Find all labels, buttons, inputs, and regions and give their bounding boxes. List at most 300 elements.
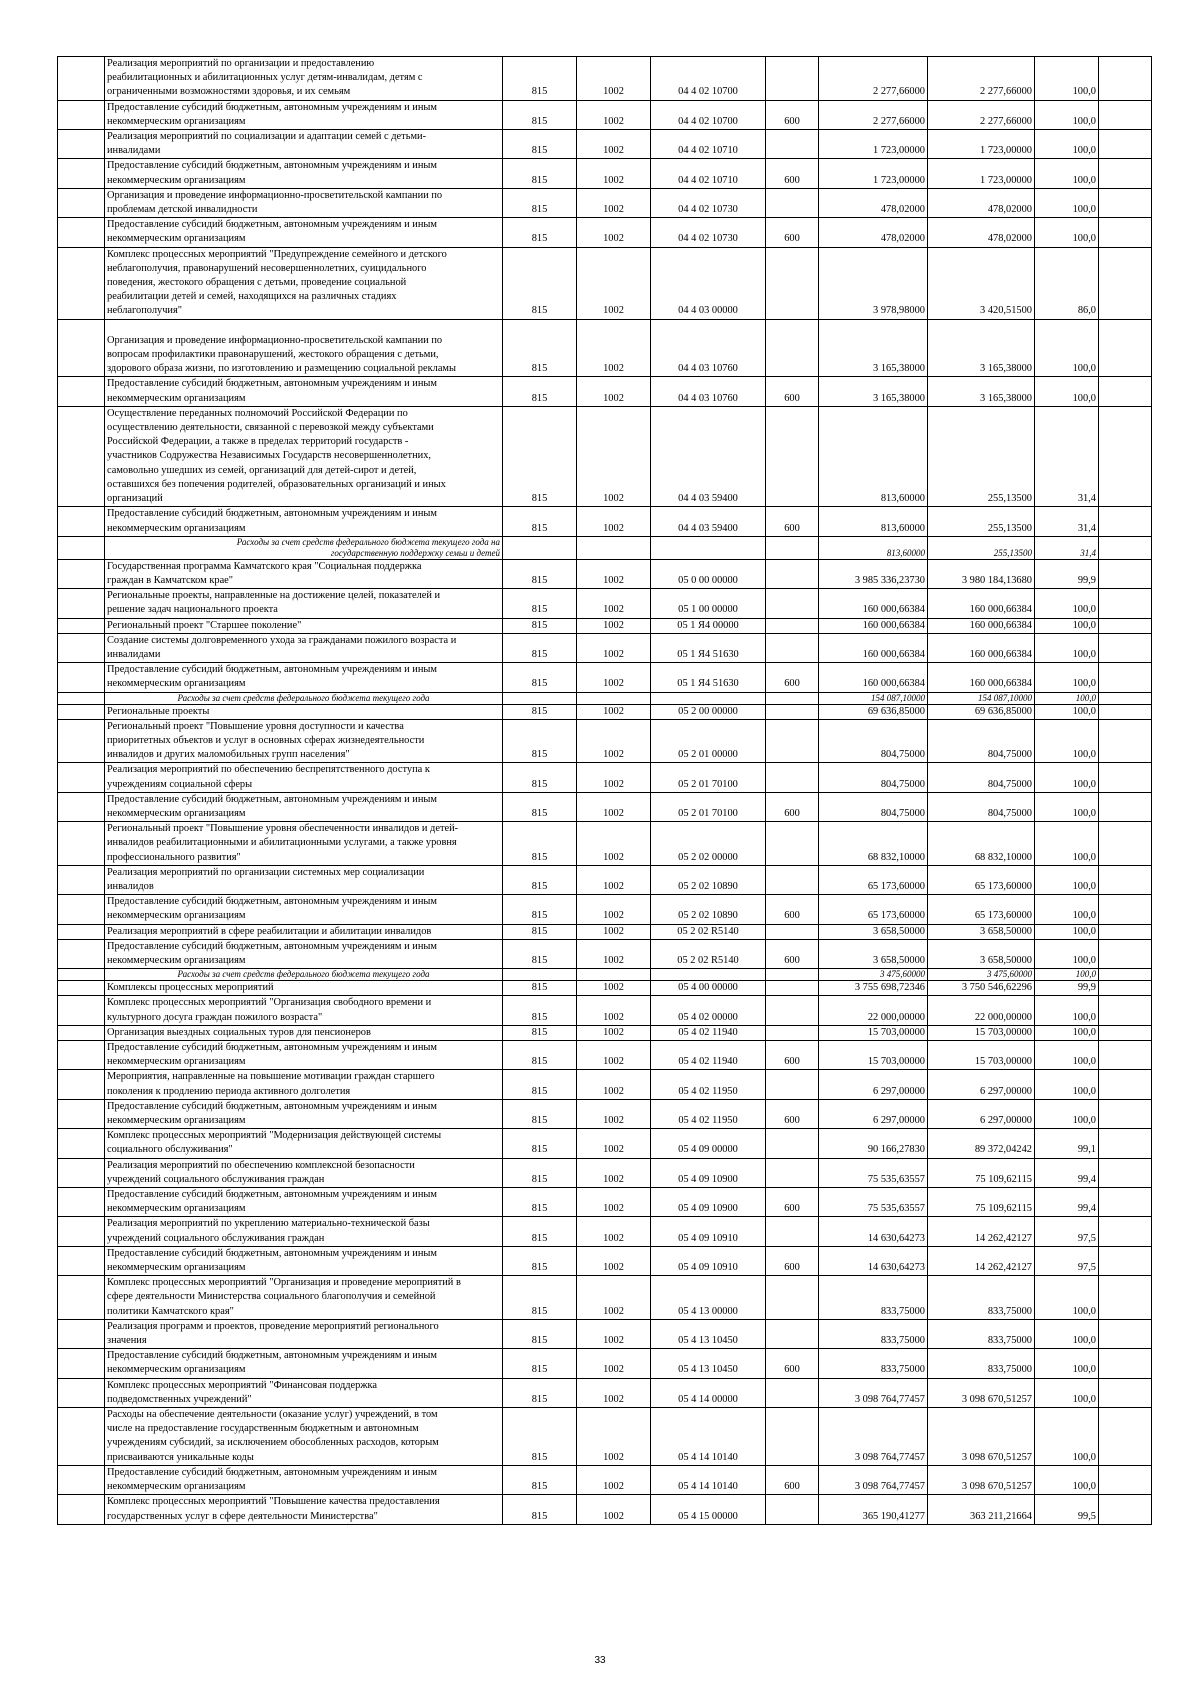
- item-name-line: Реализация мероприятий по обеспечению беспрепятственного доступа к: [107, 764, 430, 776]
- table-row: [58, 633, 1152, 662]
- admin-code-cell: 815: [503, 981, 577, 996]
- planned-amount-cell: 813,60000: [819, 536, 928, 559]
- blank-cell: [1099, 218, 1152, 247]
- item-name-line: некоммерческим организациям: [107, 1115, 246, 1127]
- planned-amount-cell: 160 000,66384: [819, 589, 928, 618]
- expense-type-cell: [766, 1158, 819, 1187]
- target-article-cell: 05 4 14 10140: [651, 1465, 766, 1494]
- execution-percent-cell: 100,0: [1035, 704, 1099, 719]
- target-article-cell: 05 4 09 10900: [651, 1158, 766, 1187]
- execution-percent-cell: 86,0: [1035, 247, 1099, 319]
- expense-type-cell: 600: [766, 939, 819, 968]
- item-name-line: Комплекс процессных мероприятий "Повышение качества предоставления: [107, 1496, 440, 1508]
- section-code-cell: 1002: [577, 406, 651, 506]
- executed-amount-cell: 1 723,00000: [928, 159, 1035, 188]
- blank-cell: [1099, 996, 1152, 1025]
- table-row: [58, 1099, 1152, 1128]
- executed-amount-cell: 160 000,66384: [928, 663, 1035, 692]
- executed-amount-cell: 6 297,00000: [928, 1099, 1035, 1128]
- section-code-cell: 1002: [577, 663, 651, 692]
- item-name-line: Комплекс процессных мероприятий "Организация свободного времени и: [107, 997, 432, 1009]
- blank-cell: [1099, 319, 1152, 377]
- section-code-cell: 1002: [577, 100, 651, 129]
- section-code-cell: 1002: [577, 633, 651, 662]
- executed-amount-cell: 3 475,60000: [928, 969, 1035, 981]
- planned-amount-cell: 65 173,60000: [819, 865, 928, 894]
- section-code-cell: 1002: [577, 924, 651, 939]
- target-article-cell: 05 2 02 10890: [651, 895, 766, 924]
- table-row: [58, 130, 1152, 159]
- execution-percent-cell: 99,9: [1035, 981, 1099, 996]
- expense-type-cell: [766, 996, 819, 1025]
- target-article-cell: 05 2 02 R5140: [651, 939, 766, 968]
- blank-cell: [58, 159, 105, 188]
- planned-amount-cell: 3 658,50000: [819, 939, 928, 968]
- item-name-line: Расходы за счет средств федерального бюджета текущего года: [177, 969, 430, 980]
- item-name-line: Российской Федерации, а также в пределах территорий государств -: [107, 436, 409, 448]
- execution-percent-cell: 100,0: [1035, 692, 1099, 704]
- blank-cell: [1099, 159, 1152, 188]
- blank-cell: [1099, 1319, 1152, 1348]
- target-article-cell: 05 4 00 00000: [651, 981, 766, 996]
- planned-amount-cell: 75 535,63557: [819, 1158, 928, 1187]
- item-name-cell: [105, 1041, 503, 1070]
- target-article-cell: 05 4 13 10450: [651, 1319, 766, 1348]
- item-name-line: Предоставление субсидий бюджетным, автономным учреждениям и иным: [107, 1042, 437, 1053]
- item-name-line: некоммерческим организациям: [107, 910, 246, 922]
- execution-percent-cell: 100,0: [1035, 763, 1099, 792]
- expense-type-cell: [766, 1319, 819, 1348]
- blank-cell: [58, 1070, 105, 1099]
- blank-cell: [1099, 924, 1152, 939]
- item-name-line: Осуществление переданных полномочий Российской Федерации по: [107, 407, 408, 419]
- executed-amount-cell: 3 420,51500: [928, 247, 1035, 319]
- item-name-line: Организация выездных социальных туров для пенсионеров: [107, 1026, 371, 1038]
- table-row: [58, 1041, 1152, 1070]
- item-name-line: государственную поддержку семьи и детей: [330, 547, 500, 558]
- table-row: [58, 1495, 1152, 1524]
- execution-percent-cell: 100,0: [1035, 589, 1099, 618]
- section-code-cell: [577, 536, 651, 559]
- blank-cell: [58, 692, 105, 704]
- admin-code-cell: 815: [503, 939, 577, 968]
- target-article-cell: 04 4 02 10710: [651, 159, 766, 188]
- admin-code-cell: 815: [503, 247, 577, 319]
- planned-amount-cell: 65 173,60000: [819, 895, 928, 924]
- blank-cell: [1099, 100, 1152, 129]
- target-article-cell: 04 4 03 10760: [651, 377, 766, 406]
- blank-cell: [1099, 895, 1152, 924]
- target-article-cell: 05 2 01 70100: [651, 763, 766, 792]
- item-name-line: Предоставление субсидий бюджетным, автономным учреждениям и иным: [107, 1466, 437, 1478]
- section-code-cell: 1002: [577, 507, 651, 536]
- admin-code-cell: 815: [503, 1495, 577, 1524]
- target-article-cell: [651, 692, 766, 704]
- execution-percent-cell: 100,0: [1035, 792, 1099, 821]
- section-code-cell: 1002: [577, 589, 651, 618]
- table-row: [58, 218, 1152, 247]
- execution-percent-cell: 100,0: [1035, 1099, 1099, 1128]
- executed-amount-cell: 160 000,66384: [928, 589, 1035, 618]
- item-name-line: [107, 320, 500, 334]
- executed-amount-cell: 804,75000: [928, 763, 1035, 792]
- blank-cell: [58, 559, 105, 588]
- expense-type-cell: [766, 704, 819, 719]
- admin-code-cell: 815: [503, 589, 577, 618]
- item-name-line: Предоставление субсидий бюджетным, автономным учреждениям и иным: [107, 1100, 437, 1112]
- target-article-cell: 05 4 13 00000: [651, 1276, 766, 1320]
- admin-code-cell: 815: [503, 663, 577, 692]
- admin-code-cell: [503, 969, 577, 981]
- execution-percent-cell: 100,0: [1035, 663, 1099, 692]
- execution-percent-cell: 100,0: [1035, 633, 1099, 662]
- target-article-cell: 05 4 13 10450: [651, 1349, 766, 1378]
- item-name-line: Реализация мероприятий по социализации и адаптации семей с детьми-: [107, 131, 427, 143]
- item-name-line: поколения к продлению периода активного долголетия: [107, 1085, 351, 1097]
- section-code-cell: 1002: [577, 865, 651, 894]
- item-name-line: некоммерческим организациям: [107, 1364, 246, 1376]
- execution-percent-cell: 100,0: [1035, 618, 1099, 633]
- table-row: [58, 159, 1152, 188]
- item-name-cell: [105, 692, 503, 704]
- item-name-line: Реализация мероприятий по организации системных мер социализации: [107, 866, 425, 878]
- item-name-line: Региональный проект "Старшее поколение": [107, 619, 302, 631]
- blank-cell: [1099, 1217, 1152, 1246]
- table-row: [58, 924, 1152, 939]
- item-name-cell: [105, 1246, 503, 1275]
- section-code-cell: [577, 969, 651, 981]
- item-name-line: учреждениям субсидий, за исключением обособленных расходов, которым: [107, 1437, 439, 1449]
- executed-amount-cell: 3 750 546,62296: [928, 981, 1035, 996]
- planned-amount-cell: 22 000,00000: [819, 996, 928, 1025]
- blank-cell: [58, 704, 105, 719]
- execution-percent-cell: 100,0: [1035, 188, 1099, 217]
- execution-percent-cell: 99,4: [1035, 1188, 1099, 1217]
- expense-type-cell: 600: [766, 1041, 819, 1070]
- expense-type-cell: 600: [766, 218, 819, 247]
- blank-cell: [58, 1129, 105, 1158]
- item-name-cell: [105, 1025, 503, 1040]
- table-row: [58, 618, 1152, 633]
- blank-cell: [58, 536, 105, 559]
- item-name-line: проблемам детской инвалидности: [107, 204, 258, 216]
- section-code-cell: 1002: [577, 895, 651, 924]
- target-article-cell: 05 4 14 10140: [651, 1408, 766, 1466]
- blank-cell: [1099, 663, 1152, 692]
- executed-amount-cell: 1 723,00000: [928, 130, 1035, 159]
- expense-type-cell: [766, 865, 819, 894]
- expense-type-cell: 600: [766, 663, 819, 692]
- execution-percent-cell: 100,0: [1035, 57, 1099, 101]
- item-name-line: Комплексы процессных мероприятий: [107, 982, 274, 994]
- item-name-line: Региональный проект "Повышение уровня доступности и качества: [107, 720, 404, 732]
- planned-amount-cell: 3 658,50000: [819, 924, 928, 939]
- blank-cell: [58, 1465, 105, 1494]
- section-code-cell: 1002: [577, 1025, 651, 1040]
- item-name-line: культурного досуга граждан пожилого возраста": [107, 1011, 323, 1023]
- planned-amount-cell: 68 832,10000: [819, 822, 928, 866]
- table-row: [58, 865, 1152, 894]
- execution-percent-cell: 100,0: [1035, 1025, 1099, 1040]
- section-code-cell: 1002: [577, 704, 651, 719]
- admin-code-cell: 815: [503, 559, 577, 588]
- planned-amount-cell: 813,60000: [819, 507, 928, 536]
- blank-cell: [1099, 618, 1152, 633]
- expense-type-cell: 600: [766, 1246, 819, 1275]
- item-name-cell: [105, 1070, 503, 1099]
- planned-amount-cell: 833,75000: [819, 1349, 928, 1378]
- table-row: [58, 57, 1152, 101]
- table-row: [58, 1349, 1152, 1378]
- item-name-line: неблагополучия, правонарушений несовершеннолетних, суицидального: [107, 262, 427, 274]
- item-name-cell: [105, 406, 503, 506]
- blank-cell: [1099, 589, 1152, 618]
- blank-cell: [58, 865, 105, 894]
- planned-amount-cell: 3 165,38000: [819, 319, 928, 377]
- planned-amount-cell: 14 630,64273: [819, 1246, 928, 1275]
- expense-type-cell: [766, 559, 819, 588]
- expense-type-cell: [766, 188, 819, 217]
- executed-amount-cell: 3 658,50000: [928, 924, 1035, 939]
- item-name-line: инвалидами: [107, 145, 161, 157]
- item-name-line: Создание системы долговременного ухода за гражданами пожилого возраста и: [107, 634, 457, 646]
- executed-amount-cell: 2 277,66000: [928, 100, 1035, 129]
- table-row: [58, 895, 1152, 924]
- admin-code-cell: 815: [503, 1276, 577, 1320]
- target-article-cell: 05 2 02 10890: [651, 865, 766, 894]
- section-code-cell: 1002: [577, 719, 651, 763]
- table-row: [58, 996, 1152, 1025]
- planned-amount-cell: 804,75000: [819, 763, 928, 792]
- execution-percent-cell: 100,0: [1035, 865, 1099, 894]
- target-article-cell: 05 4 14 00000: [651, 1378, 766, 1407]
- execution-percent-cell: 100,0: [1035, 1041, 1099, 1070]
- table-row: [58, 507, 1152, 536]
- table-row: [58, 100, 1152, 129]
- planned-amount-cell: 75 535,63557: [819, 1188, 928, 1217]
- planned-amount-cell: 3 098 764,77457: [819, 1378, 928, 1407]
- blank-cell: [58, 663, 105, 692]
- table-row: [58, 981, 1152, 996]
- executed-amount-cell: 3 980 184,13680: [928, 559, 1035, 588]
- target-article-cell: 05 4 02 11940: [651, 1025, 766, 1040]
- blank-cell: [58, 377, 105, 406]
- section-code-cell: 1002: [577, 996, 651, 1025]
- blank-cell: [58, 130, 105, 159]
- blank-cell: [58, 57, 105, 101]
- execution-percent-cell: 99,5: [1035, 1495, 1099, 1524]
- execution-percent-cell: 100,0: [1035, 969, 1099, 981]
- target-article-cell: 04 4 02 10700: [651, 100, 766, 129]
- blank-cell: [58, 319, 105, 377]
- expense-type-cell: [766, 822, 819, 866]
- item-name-line: Реализация мероприятий по организации и предоставлению: [107, 58, 375, 69]
- planned-amount-cell: 3 165,38000: [819, 377, 928, 406]
- item-name-line: некоммерческим организациям: [107, 1481, 246, 1493]
- executed-amount-cell: 255,13500: [928, 536, 1035, 559]
- item-name-line: инвалидов: [107, 880, 154, 892]
- blank-cell: [58, 218, 105, 247]
- item-name-cell: [105, 1465, 503, 1494]
- item-name-cell: [105, 865, 503, 894]
- item-name-line: государственных услуг в сфере деятельности Министерства": [107, 1510, 378, 1522]
- executed-amount-cell: 154 087,10000: [928, 692, 1035, 704]
- table-row: [58, 589, 1152, 618]
- expense-type-cell: [766, 924, 819, 939]
- admin-code-cell: 815: [503, 633, 577, 662]
- planned-amount-cell: 478,02000: [819, 188, 928, 217]
- item-name-line: организаций: [107, 493, 163, 505]
- item-name-line: профессионального развития": [107, 851, 241, 863]
- item-name-line: Региональный проект "Повышение уровня обеспеченности инвалидов и детей-: [107, 823, 459, 835]
- table-row: [58, 188, 1152, 217]
- page-number: 33: [594, 1655, 606, 1666]
- budget-table: [57, 56, 1152, 1525]
- blank-cell: [1099, 763, 1152, 792]
- item-name-line: Организация и проведение информационно-просветительской кампании по: [107, 334, 443, 346]
- item-name-line: некоммерческим организациям: [107, 522, 246, 534]
- planned-amount-cell: 833,75000: [819, 1319, 928, 1348]
- blank-cell: [58, 1246, 105, 1275]
- blank-cell: [1099, 969, 1152, 981]
- executed-amount-cell: 804,75000: [928, 719, 1035, 763]
- item-name-line: присваиваются уникальные коды: [107, 1451, 254, 1463]
- planned-amount-cell: 813,60000: [819, 406, 928, 506]
- planned-amount-cell: 160 000,66384: [819, 663, 928, 692]
- item-name-cell: [105, 57, 503, 101]
- section-code-cell: 1002: [577, 1495, 651, 1524]
- item-name-cell: [105, 719, 503, 763]
- item-name-line: Предоставление субсидий бюджетным, автономным учреждениям и иным: [107, 896, 437, 908]
- item-name-line: Реализация мероприятий по укреплению материально-технической базы: [107, 1218, 430, 1230]
- planned-amount-cell: 15 703,00000: [819, 1041, 928, 1070]
- planned-amount-cell: 3 985 336,23730: [819, 559, 928, 588]
- blank-cell: [1099, 1246, 1152, 1275]
- item-name-line: некоммерческим организациям: [107, 1203, 246, 1215]
- item-name-line: поведения, жестокого обращения с детьми, проведение социальной: [107, 277, 407, 289]
- item-name-line: Предоставление субсидий бюджетным, автономным учреждениям и иным: [107, 1189, 437, 1201]
- target-article-cell: 05 4 09 10910: [651, 1246, 766, 1275]
- table-row: [58, 1158, 1152, 1187]
- admin-code-cell: 815: [503, 1217, 577, 1246]
- blank-cell: [58, 1349, 105, 1378]
- admin-code-cell: 815: [503, 763, 577, 792]
- item-name-line: некоммерческим организациям: [107, 174, 246, 186]
- item-name-line: ограниченными возможностями здоровья, и их семьям: [107, 86, 351, 98]
- section-code-cell: 1002: [577, 1408, 651, 1466]
- target-article-cell: 05 1 Я4 51630: [651, 633, 766, 662]
- target-article-cell: 04 4 02 10700: [651, 57, 766, 101]
- section-code-cell: 1002: [577, 1070, 651, 1099]
- executed-amount-cell: 6 297,00000: [928, 1070, 1035, 1099]
- item-name-line: Предоставление субсидий бюджетным, автономным учреждениям и иным: [107, 219, 437, 231]
- expense-type-cell: 600: [766, 792, 819, 821]
- item-name-line: реабилитации детей и семей, находящихся на различных стадиях: [107, 291, 397, 303]
- item-name-cell: [105, 1408, 503, 1466]
- blank-cell: [58, 1041, 105, 1070]
- table-row: [58, 1465, 1152, 1494]
- item-name-line: граждан в Камчатском крае": [107, 574, 234, 586]
- item-name-line: некоммерческим организациям: [107, 1262, 246, 1274]
- execution-percent-cell: 100,0: [1035, 895, 1099, 924]
- executed-amount-cell: 14 262,42127: [928, 1217, 1035, 1246]
- blank-cell: [1099, 792, 1152, 821]
- item-name-cell: [105, 981, 503, 996]
- planned-amount-cell: 804,75000: [819, 719, 928, 763]
- execution-percent-cell: 99,9: [1035, 559, 1099, 588]
- item-name-cell: [105, 589, 503, 618]
- expense-type-cell: [766, 1217, 819, 1246]
- blank-cell: [1099, 1099, 1152, 1128]
- planned-amount-cell: 15 703,00000: [819, 1025, 928, 1040]
- blank-cell: [1099, 1041, 1152, 1070]
- admin-code-cell: 815: [503, 1465, 577, 1494]
- execution-percent-cell: 100,0: [1035, 1378, 1099, 1407]
- admin-code-cell: 815: [503, 377, 577, 406]
- table-row: [58, 763, 1152, 792]
- planned-amount-cell: 478,02000: [819, 218, 928, 247]
- table-row-note: [58, 969, 1152, 981]
- item-name-line: здорового образа жизни, по изготовлению и размещению социальной рекламы: [107, 363, 456, 375]
- item-name-line: осуществлению деятельности, связанной с перевозкой между субъектами: [107, 422, 434, 434]
- blank-cell: [58, 1099, 105, 1128]
- item-name-cell: [105, 763, 503, 792]
- table-row: [58, 663, 1152, 692]
- executed-amount-cell: 3 098 670,51257: [928, 1378, 1035, 1407]
- execution-percent-cell: 100,0: [1035, 130, 1099, 159]
- section-code-cell: 1002: [577, 188, 651, 217]
- item-name-cell: [105, 792, 503, 821]
- item-name-line: оставшихся без попечения родителей, образовательных организаций и иных: [107, 478, 446, 490]
- item-name-line: Реализация программ и проектов, проведение мероприятий регионального: [107, 1320, 439, 1332]
- item-name-cell: [105, 1495, 503, 1524]
- item-name-line: Государственная программа Камчатского края "Социальная поддержка: [107, 560, 422, 572]
- planned-amount-cell: 365 190,41277: [819, 1495, 928, 1524]
- item-name-line: приоритетных объектов и услуг в основных сферах жизнедеятельности: [107, 734, 425, 746]
- admin-code-cell: 815: [503, 924, 577, 939]
- expense-type-cell: 600: [766, 1188, 819, 1217]
- blank-cell: [58, 1158, 105, 1187]
- blank-cell: [58, 1217, 105, 1246]
- admin-code-cell: 815: [503, 130, 577, 159]
- item-name-cell: [105, 1349, 503, 1378]
- item-name-cell: [105, 1276, 503, 1320]
- admin-code-cell: 815: [503, 100, 577, 129]
- blank-cell: [58, 1319, 105, 1348]
- target-article-cell: 05 4 02 11950: [651, 1099, 766, 1128]
- item-name-cell: [105, 1378, 503, 1407]
- executed-amount-cell: 15 703,00000: [928, 1041, 1035, 1070]
- target-article-cell: 04 4 03 10760: [651, 319, 766, 377]
- item-name-cell: [105, 1129, 503, 1158]
- item-name-cell: [105, 188, 503, 217]
- blank-cell: [58, 100, 105, 129]
- section-code-cell: 1002: [577, 1041, 651, 1070]
- item-name-cell: [105, 218, 503, 247]
- planned-amount-cell: 1 723,00000: [819, 159, 928, 188]
- blank-cell: [1099, 692, 1152, 704]
- execution-percent-cell: 100,0: [1035, 1070, 1099, 1099]
- admin-code-cell: 815: [503, 159, 577, 188]
- item-name-cell: [105, 924, 503, 939]
- blank-cell: [58, 633, 105, 662]
- executed-amount-cell: 3 098 670,51257: [928, 1465, 1035, 1494]
- execution-percent-cell: 100,0: [1035, 924, 1099, 939]
- admin-code-cell: 815: [503, 822, 577, 866]
- table-row: [58, 1276, 1152, 1320]
- planned-amount-cell: 3 098 764,77457: [819, 1465, 928, 1494]
- target-article-cell: 04 4 03 59400: [651, 406, 766, 506]
